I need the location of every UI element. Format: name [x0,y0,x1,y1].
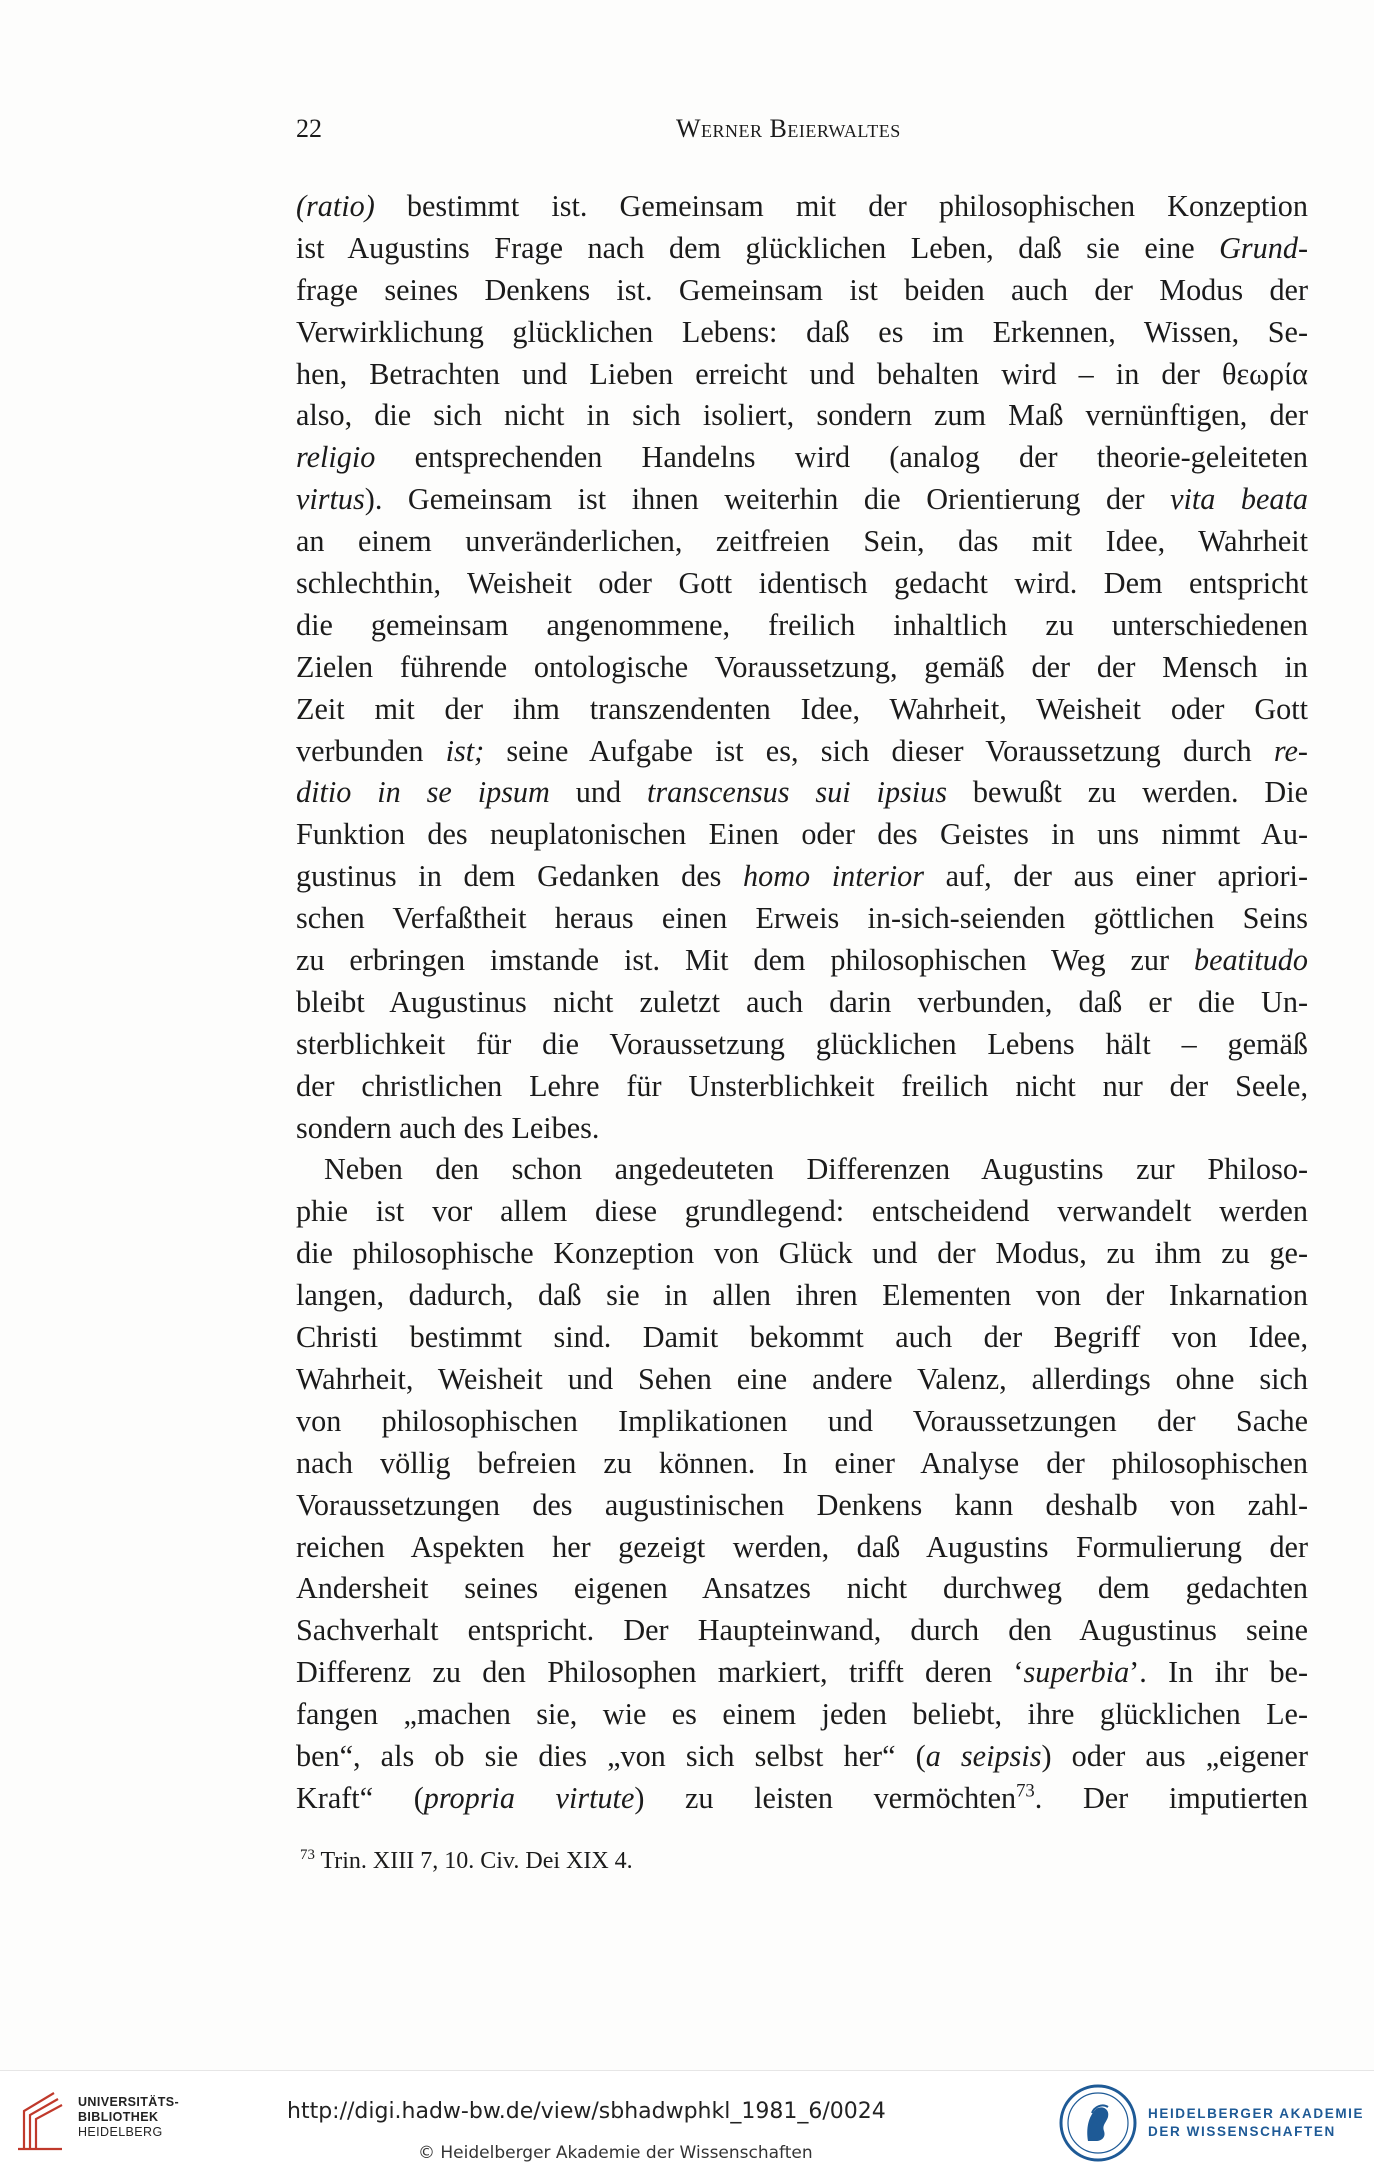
university-library-name [78,2095,179,2140]
academy-name-line: DER WISSENSCHAFTEN [1148,2124,1336,2139]
text-line: Christi bestimmt sind. Damit bekommt auch der Begriff von Idee, [296,1320,1308,1355]
text-line: religio entsprechenden Handelns wird (analog der theorie-geleiteten [296,440,1308,475]
academy-seal-icon [1058,2083,1138,2163]
text-line: von philosophischen Implikationen und Voraussetzungen der Sache [296,1403,1308,1438]
text-line: fangen „machen sie, wie es einem jeden beliebt, ihre glücklichen Le- [296,1697,1308,1732]
text-line: gustinus in dem Gedanken des homo interior auf, der aus einer apriori- [296,859,1308,894]
text-line: Zeit mit der ihm transzendenten Idee, Wahrheit, Weisheit oder Gott [296,691,1308,726]
text-line: Kraft“ (propria virtute) zu leisten vermöchten$^{73}$. Der imputierten [296,1780,1308,1815]
text-line: schlechthin, Weisheit oder Gott identisch gedacht wird. Dem entspricht [296,566,1308,601]
text-line: nach völlig befreien zu können. In einer Analyse der philosophischen [296,1445,1308,1480]
text-line: Verwirklichung glücklichen Lebens: daß es im Erkennen, Wissen, Se- [296,314,1308,349]
text-line: Differenz zu den Philosophen markiert, trifft deren ‘superbia’. In ihr be- [296,1655,1309,1690]
text-line: die gemeinsam angenommene, freilich inhaltlich zu unterschiedenen [296,607,1308,642]
text-line: ben“, als ob sie dies „von sich selbst her“ (a seipsis) oder aus „eigener [296,1738,1309,1773]
university-library-logo-icon [14,2089,66,2153]
text-line: also, die sich nicht in sich isoliert, sondern zum Maß vernünftigen, der [296,398,1308,433]
running-head-author: Werner Beierwaltes [676,114,901,143]
text-line: (ratio) bestimmt ist. Gemeinsam mit der philosophischen Konzeption [296,189,1308,223]
text-line: die philosophische Konzeption von Glück und der Modus, zu ihm zu ge- [296,1236,1308,1271]
footnote-text: Trin. XIII 7, 10. Civ. Dei XIX 4. [320,1848,633,1874]
text-line: Neben den schon angedeuteten Differenzen Augustins zur Philoso- [324,1152,1308,1187]
page-number: 22 [296,114,322,143]
copyright-notice: © Heidelberger Akademie der Wissenschaften [418,2143,813,2163]
text-line: Sachverhalt entspricht. Der Haupteinwand, durch den Augustinus seine [296,1613,1308,1648]
text-line: schen Verfaßtheit heraus einen Erweis in-sich-seienden göttlichen Seins [296,901,1308,936]
permalink-url[interactable]: http://digi.hadw-bw.de/view/sbhadwphkl_1981_6/0024 [287,2099,886,2124]
text-line: verbunden ist; seine Aufgabe ist es, sich dieser Voraussetzung durch re- [296,733,1308,768]
footnote [300,1848,633,1875]
running-head [296,114,1308,150]
text-line: sterblichkeit für die Voraussetzung glücklichen Lebens hält – gemäß [296,1026,1308,1061]
text-line: langen, dadurch, daß sie in allen ihren Elementen von der Inkarnation [296,1278,1308,1313]
academy-name-line: HEIDELBERGER AKADEMIE [1148,2106,1365,2121]
text-line: Andersheit seines eigenen Ansatzes nicht durchweg dem gedachten [296,1571,1308,1606]
body-text [296,186,1308,1820]
library-name-line: HEIDELBERG [78,2125,163,2139]
library-name-line: UNIVERSITÄTS- [78,2095,180,2109]
text-line: zu erbringen imstande ist. Mit dem philosophischen Weg zur beatitudo [296,943,1308,978]
text-line: Zielen führende ontologische Voraussetzung, gemäß der der Mensch in [296,649,1308,684]
text-line: ist Augustins Frage nach dem glücklichen Leben, daß sie eine Grund- [296,230,1308,265]
text-line: virtus). Gemeinsam ist ihnen weiterhin die Orientierung der vita beata [296,482,1308,517]
footnote-marker: 73 [300,1846,315,1863]
text-line: hen, Betrachten und Lieben erreicht und behalten wird – in der θεωρία [296,356,1308,391]
text-line: Wahrheit, Weisheit und Sehen eine andere Valenz, allerdings ohne sich [296,1361,1308,1396]
academy-name [1148,2105,1364,2141]
text-line: reichen Aspekten her gezeigt werden, daß Augustins Formulierung der [296,1529,1308,1564]
text-line: Funktion des neuplatonischen Einen oder des Geistes in uns nimmt Au- [296,817,1308,852]
viewer-footer [0,2070,1374,2175]
text-line: ditio in se ipsum und transcensus sui ipsius bewußt zu werden. Die [296,775,1308,810]
library-name-line: BIBLIOTHEK [78,2110,159,2124]
text-line: bleibt Augustinus nicht zuletzt auch darin verbunden, daß er die Un- [296,984,1308,1019]
text-line: frage seines Denkens ist. Gemeinsam ist beiden auch der Modus der [296,272,1308,307]
text-line: Voraussetzungen des augustinischen Denkens kann deshalb von zahl- [296,1487,1308,1522]
text-line: sondern auch des Leibes. [296,1110,600,1145]
text-line: phie ist vor allem diese grundlegend: entscheidend verwandelt werden [296,1194,1308,1229]
text-line: der christlichen Lehre für Unsterblichkeit freilich nicht nur der Seele, [296,1068,1308,1103]
text-line: an einem unveränderlichen, zeitfreien Sein, das mit Idee, Wahrheit [296,524,1308,559]
